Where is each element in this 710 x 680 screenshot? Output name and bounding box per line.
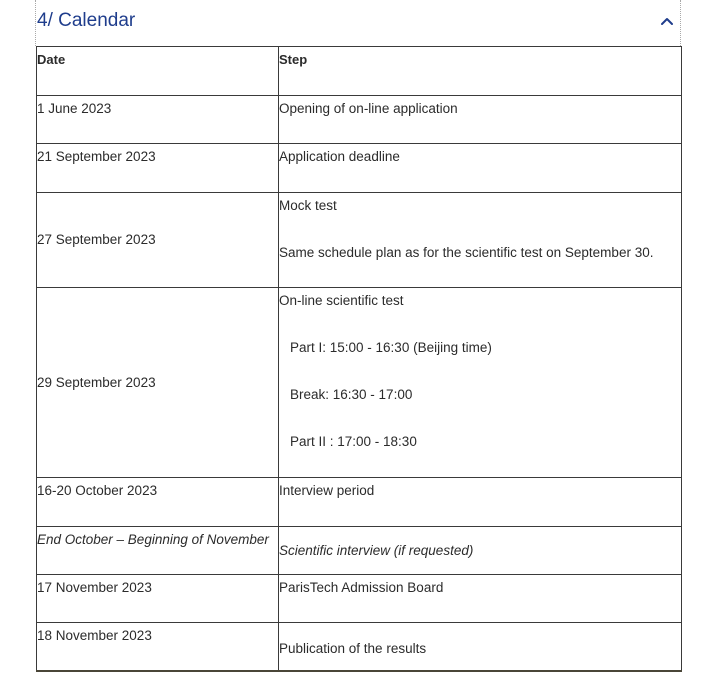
date-cell: 29 September 2023 <box>37 288 279 478</box>
table-row <box>37 288 682 478</box>
date-cell: End October – Beginning of November <box>37 527 279 575</box>
table-row <box>37 96 682 144</box>
calendar-section-header[interactable] <box>35 0 681 46</box>
calendar-table <box>36 46 682 672</box>
step-text: Mock test <box>279 198 337 213</box>
step-cell <box>279 288 682 478</box>
table-row <box>37 527 682 575</box>
table-row <box>37 193 682 288</box>
date-cell: 18 November 2023 <box>37 623 279 671</box>
step-detail: Break: 16:30 - 17:00 <box>290 387 413 402</box>
date-cell: 27 September 2023 <box>37 193 279 288</box>
date-cell: 17 November 2023 <box>37 575 279 623</box>
table-row <box>37 623 682 671</box>
table-row <box>37 144 682 193</box>
section-title: 4/ Calendar <box>37 10 136 31</box>
table-row <box>37 575 682 623</box>
step-detail: Part I: 15:00 - 16:30 (Beijing time) <box>290 340 492 355</box>
step-cell: Publication of the results <box>279 623 682 671</box>
step-cell: ParisTech Admission Board <box>279 575 682 623</box>
step-cell: Interview period <box>279 478 682 527</box>
step-cell <box>279 193 682 288</box>
date-cell: 21 September 2023 <box>37 144 279 193</box>
step-column-header: Step <box>279 47 682 96</box>
table-row <box>37 478 682 527</box>
step-detail: Part II : 17:00 - 18:30 <box>290 434 417 449</box>
step-cell: Opening of on-line application <box>279 96 682 144</box>
date-column-header: Date <box>37 47 279 96</box>
step-text: On-line scientific test <box>279 293 404 308</box>
step-cell: Scientific interview (if requested) <box>279 527 682 575</box>
step-cell: Application deadline <box>279 144 682 193</box>
chevron-up-icon[interactable] <box>660 14 674 28</box>
date-cell: 16-20 October 2023 <box>37 478 279 527</box>
table-header-row <box>37 47 682 96</box>
calendar-section <box>35 0 681 680</box>
date-cell: 1 June 2023 <box>37 96 279 144</box>
step-detail: Same schedule plan as for the scientific test on September 30. <box>279 245 654 260</box>
